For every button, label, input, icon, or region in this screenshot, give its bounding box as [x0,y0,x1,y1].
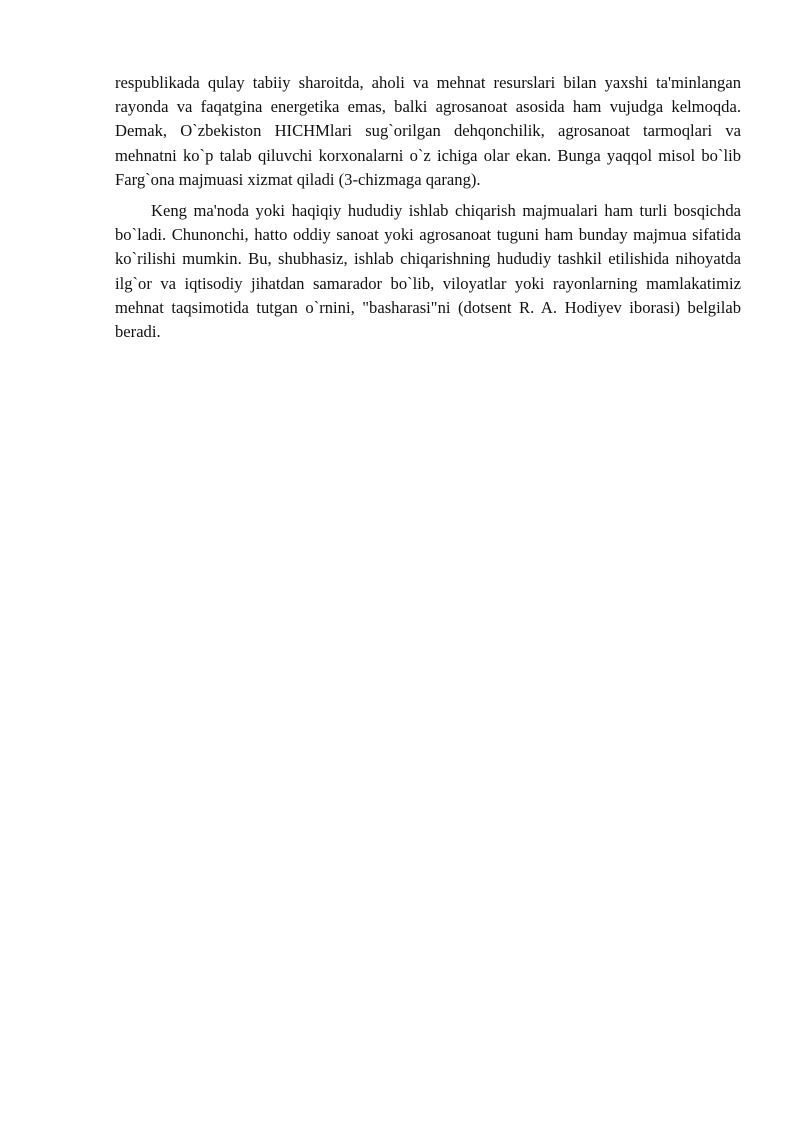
paragraph-continuation: respublikada qulay tabiiy sharoitda, aholi va mehnat resurslari bilan yaxshi ta'minlangan rayonda va faqatgina energetika emas, balki agrosanoat asosida ham vujudga kelmoqda. Demak, O`zbekiston HICHMlari sug`orilgan dehqonchilik, agrosanoat tarmoqlari va mehnatni ko`p talab qiluvchi korxonalarni o`z ichiga olar ekan. Bunga yaqqol misol bo`lib Farg`ona majmuasi xizmat qiladi (3-chizmaga qarang). [115,73,741,189]
paragraph-indented: Keng ma'noda yoki haqiqiy hududiy ishlab chiqarish majmualari ham turli bosqichda bo`ladi. Chunonchi, hatto oddiy sanoat yoki agrosanoat tuguni ham bunday majmua sifatida ko`rilishi mumkin. Bu, shubhasiz, ishlab chiqarishning hududiy tashkil etilishida nihoyatda ilg`or va iqtisodiy jihatdan samarador bo`lib, viloyatlar yoki rayonlarning mamlakatimiz mehnat taqsimotida tutgan o`rnini, "basharasi"ni (dotsent R. A. Hodiyev iborasi) belgilab beradi. [115,201,741,342]
body-text [115,71,741,344]
